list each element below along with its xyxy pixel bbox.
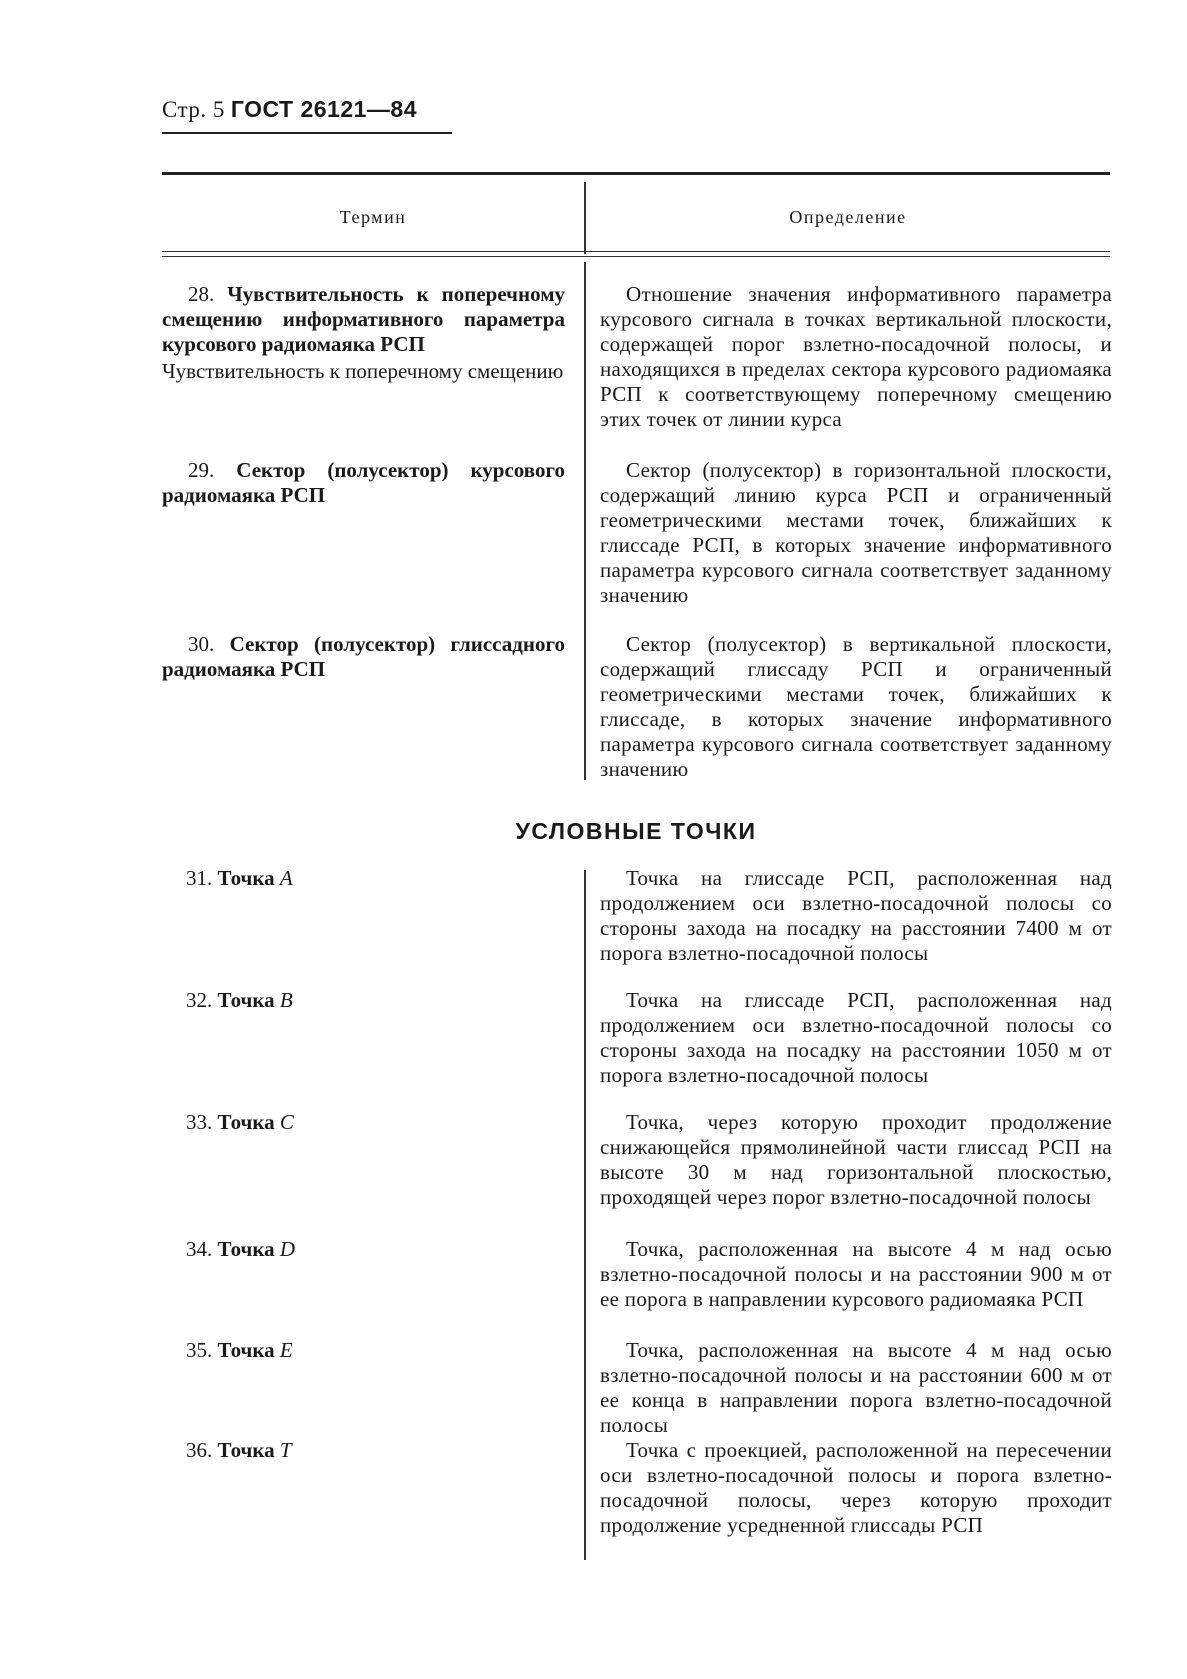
point-definition: Точка с проекцией, расположенной на пересечении оси взлетно-посадочной полосы и порога взлетно-посадочной полосы, через которую проходит продолжение усредненной глиссады РСП [600, 1438, 1112, 1537]
column-divider [584, 262, 586, 780]
term-number: 31. [186, 866, 213, 890]
point-definition: Точка, через которую проходит продолжение снижающейся прямолинейной части глиссад РСП на высоте 30 м над горизонтальной плоскостью, проходящей через порог взлетно-посадочной полосы [600, 1110, 1112, 1209]
term-definition: Отношение значения информативного параметра курсового сигнала в точках вертикальной плоскости, содержащей порог взлетно-посадочной полосы, и находящихся в пределах сектора курсового радиомаяка РСП к соответствующему поперечному смещению этих точек от линии курса [600, 282, 1112, 431]
term-definition: Сектор (полусектор) в горизонтальной плоскости, содержащий линию курса РСП и ограниченный геометрическими местами точек, ближайших к глиссаде РСП, в которых значение информативного параметра курсового сигнала соответствует заданному значению [600, 458, 1112, 607]
point-label: Точка [217, 1110, 275, 1134]
column-header-definition: Определение [789, 207, 907, 227]
point-label: Точка [217, 1338, 275, 1362]
point-definition: Точка, расположенная на высоте 4 м над осью взлетно-посадочной полосы и на расстоянии 900 м от ее порога в направлении курсового радиомаяка РСП [600, 1237, 1112, 1311]
term-number: 30. [188, 632, 215, 656]
column-divider [584, 182, 586, 254]
term-number: 28. [188, 282, 215, 306]
page-header [162, 96, 417, 123]
point-definition: Точка на глиссаде РСП, расположенная над продолжением оси взлетно-посадочной полосы со стороны захода на посадку на расстоянии 1050 м от порога взлетно-посадочной полосы [600, 988, 1112, 1087]
point-letter: A [279, 866, 293, 890]
term-name: Сектор (полусектор) глиссадного радиомаяка РСП [162, 632, 565, 681]
point-term [186, 1237, 295, 1262]
table-header-rule-double [162, 256, 1110, 257]
term-entry [162, 282, 565, 384]
point-term [186, 866, 293, 891]
section-title: УСЛОВНЫЕ ТОЧКИ [515, 818, 757, 844]
point-label: Точка [217, 1237, 275, 1261]
document-code: ГОСТ 26121—84 [230, 96, 418, 122]
point-label: Точка [217, 866, 275, 890]
term-number: 32. [186, 988, 213, 1012]
point-letter: T [279, 1438, 292, 1462]
point-term [186, 1438, 292, 1463]
point-letter: B [279, 988, 293, 1012]
term-name: Чувствительность к поперечному смещению информативного параметра курсового радиомаяка РСП [162, 282, 565, 356]
term-number: 36. [186, 1438, 213, 1462]
column-divider [584, 870, 586, 1560]
point-term [186, 988, 293, 1013]
point-letter: E [279, 1338, 293, 1362]
column-header-term: Термин [339, 207, 407, 227]
header-rule [162, 132, 452, 134]
point-label: Точка [217, 988, 275, 1012]
point-letter: D [279, 1237, 296, 1261]
term-entry [162, 632, 565, 682]
term-name: Сектор (полусектор) курсового радиомаяка РСП [162, 458, 565, 507]
term-number: 35. [186, 1338, 213, 1362]
point-letter: C [279, 1110, 294, 1134]
term-number: 33. [186, 1110, 213, 1134]
term-definition: Сектор (полусектор) в вертикальной плоскости, содержащий глиссаду РСП и ограниченный геометрическими местами точек, ближайших к глиссаде, в которых значение информативного параметра курсового сигнала соответствует заданному значению [600, 632, 1112, 781]
term-number: 34. [186, 1237, 213, 1261]
point-label: Точка [217, 1438, 275, 1462]
table-header-rule [162, 251, 1110, 252]
point-term [186, 1338, 293, 1363]
table-top-rule [162, 172, 1110, 175]
point-term [186, 1110, 294, 1135]
term-synonym: Чувствительность к поперечному смещению [162, 359, 564, 383]
term-entry [162, 458, 565, 508]
page-number: Стр. 5 [162, 97, 225, 122]
term-number: 29. [188, 458, 215, 482]
point-definition: Точка на глиссаде РСП, расположенная над продолжением оси взлетно-посадочной полосы со стороны захода на посадку на расстоянии 7400 м от порога взлетно-посадочной полосы [600, 866, 1112, 965]
point-definition: Точка, расположенная на высоте 4 м над осью взлетно-посадочной полосы и на расстоянии 600 м от ее конца в направлении порога взлетно-посадочной полосы [600, 1338, 1112, 1437]
